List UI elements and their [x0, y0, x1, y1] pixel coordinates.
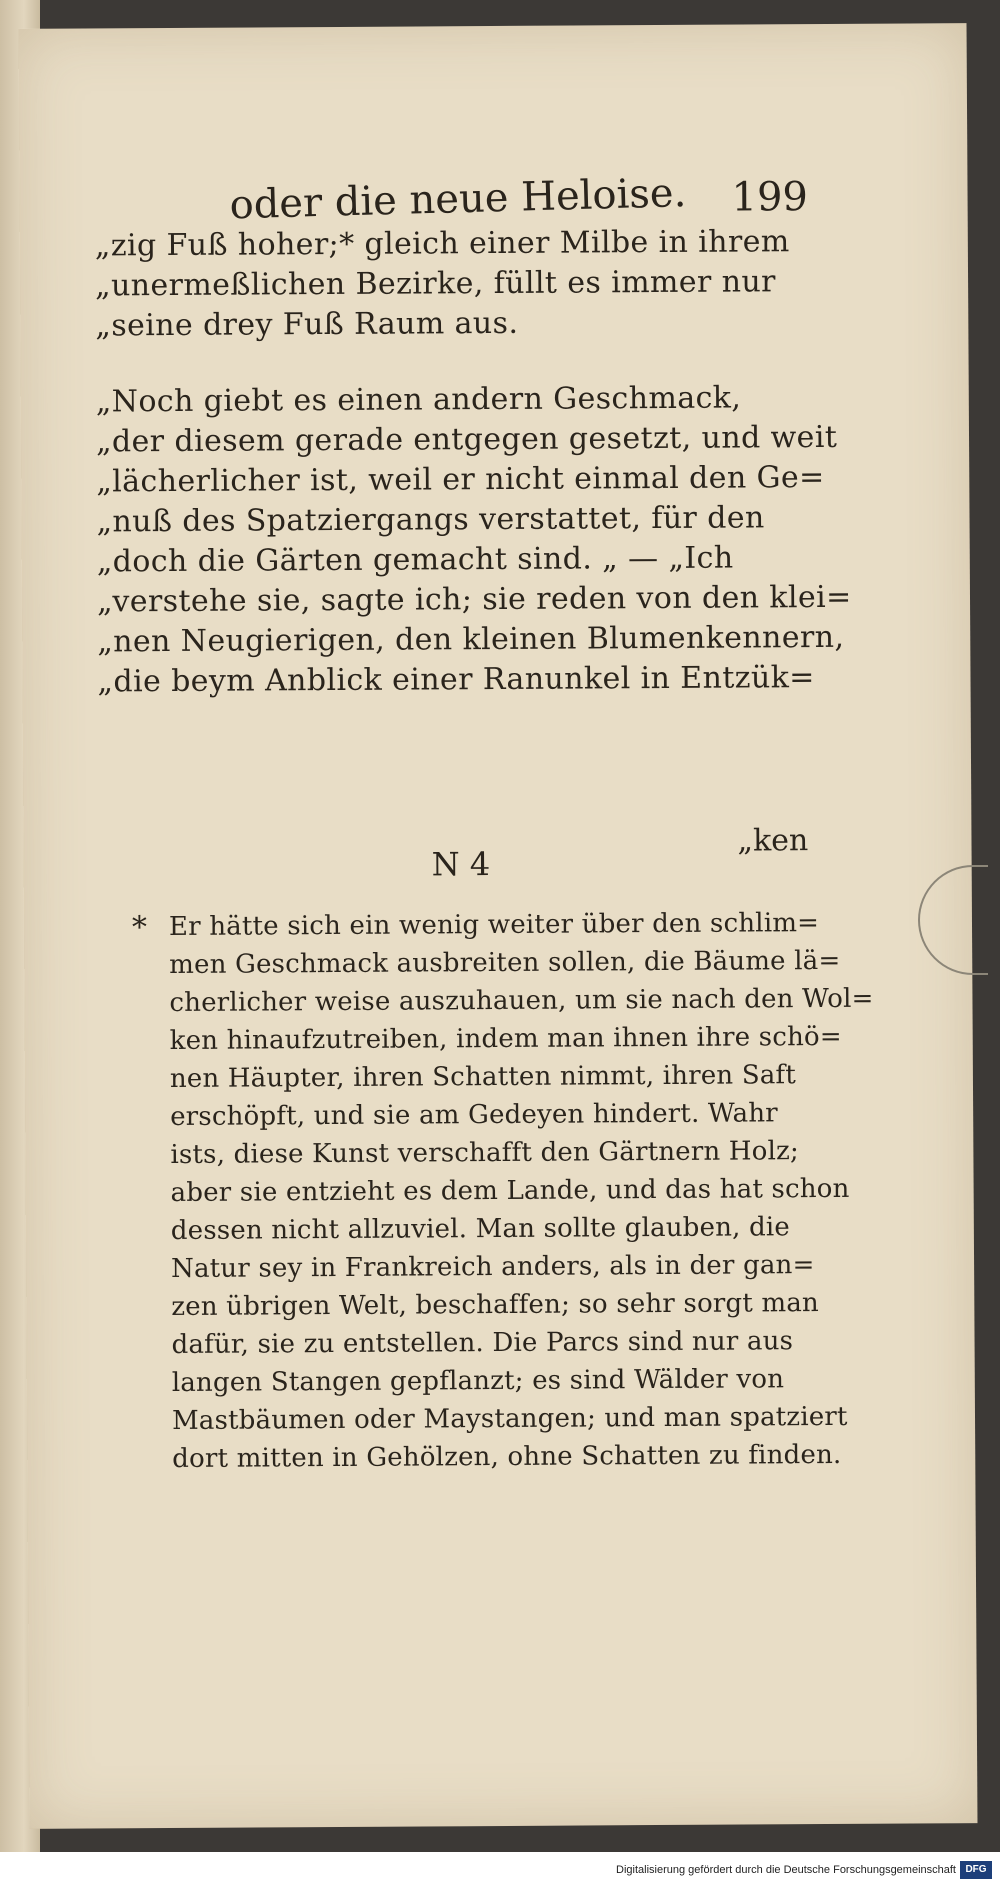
running-title: oder die neue Heloise. [229, 170, 687, 229]
body-line: „lächerlicher ist, weil er nicht einmal den Ge= [96, 459, 825, 500]
body-line: „nen Neugierigen, den kleinen Blumenkennern, [97, 619, 845, 660]
dfg-logo: DFG [960, 1861, 992, 1879]
body-line: „nuß des Spatziergangs verstattet, für den [96, 500, 765, 540]
footnote-line: ken hinaufzutreiben, indem man ihnen ihre schö= [169, 1021, 842, 1057]
footnote-line: zen übrigen Welt, beschaffen; so sehr sorgt man [171, 1288, 820, 1323]
footnote-line: dort mitten in Gehölzen, ohne Schatten zu finden. [172, 1439, 842, 1474]
footnote-line: dafür, sie zu entstellen. Die Parcs sind nur aus [171, 1326, 794, 1361]
body-line: „der diesem gerade entgegen gesetzt, und weit [95, 419, 838, 460]
body-line: „unermeßlichen Bezirke, füllt es immer nur [94, 264, 776, 304]
footnote-line: Er hätte sich ein wenig weiter über den schlim= [168, 908, 820, 943]
footnote-marker: * [131, 910, 148, 946]
body-line: „seine drey Fuß Raum aus. [95, 305, 519, 344]
footnote-line: langen Stangen gepflanzt; es sind Wälder von [171, 1364, 785, 1399]
footnote-line: nen Häupter, ihren Schatten nimmt, ihren Saft [169, 1060, 797, 1095]
funding-credit: Digitalisierung gefördert durch die Deutsche Forschungsgemeinschaft [616, 1864, 956, 1876]
footnote-line: ists, diese Kunst verschafft den Gärtnern Holz; [170, 1136, 800, 1171]
catchword: „ken [737, 823, 809, 859]
body-line: „verstehe sie, sagte ich; sie reden von den klei= [96, 579, 852, 620]
book-page [19, 23, 978, 1829]
body-line: „zig Fuß hoher;* gleich einer Milbe in ihrem [94, 224, 790, 264]
body-line: „Noch giebt es einen andern Geschmack, [95, 380, 742, 420]
footnote-line: dessen nicht allzuviel. Man sollte glauben, die [170, 1212, 791, 1247]
footnote-line: cherlicher weise auszuhauen, um sie nach den Wol= [169, 983, 874, 1019]
footnote-line: aber sie entzieht es dem Lande, und das hat schon [170, 1173, 850, 1209]
signature-mark: N 4 [431, 845, 491, 884]
footnote-line: erschöpft, und sie am Gedeyen hindert. Wahr [170, 1098, 778, 1133]
footnote-line: Natur sey in Frankreich anders, als in der gan= [170, 1250, 815, 1285]
body-line: „die beym Anblick einer Ranunkel in Entzük= [97, 660, 815, 700]
page-number: 199 [731, 174, 809, 221]
footnote-line: men Geschmack ausbreiten sollen, die Bäume lä= [169, 945, 841, 981]
footnote-line: Mastbäumen oder Maystangen; und man spatziert [171, 1401, 848, 1437]
body-line: „doch die Gärten gemacht sind. „ — „Ich [96, 540, 734, 580]
